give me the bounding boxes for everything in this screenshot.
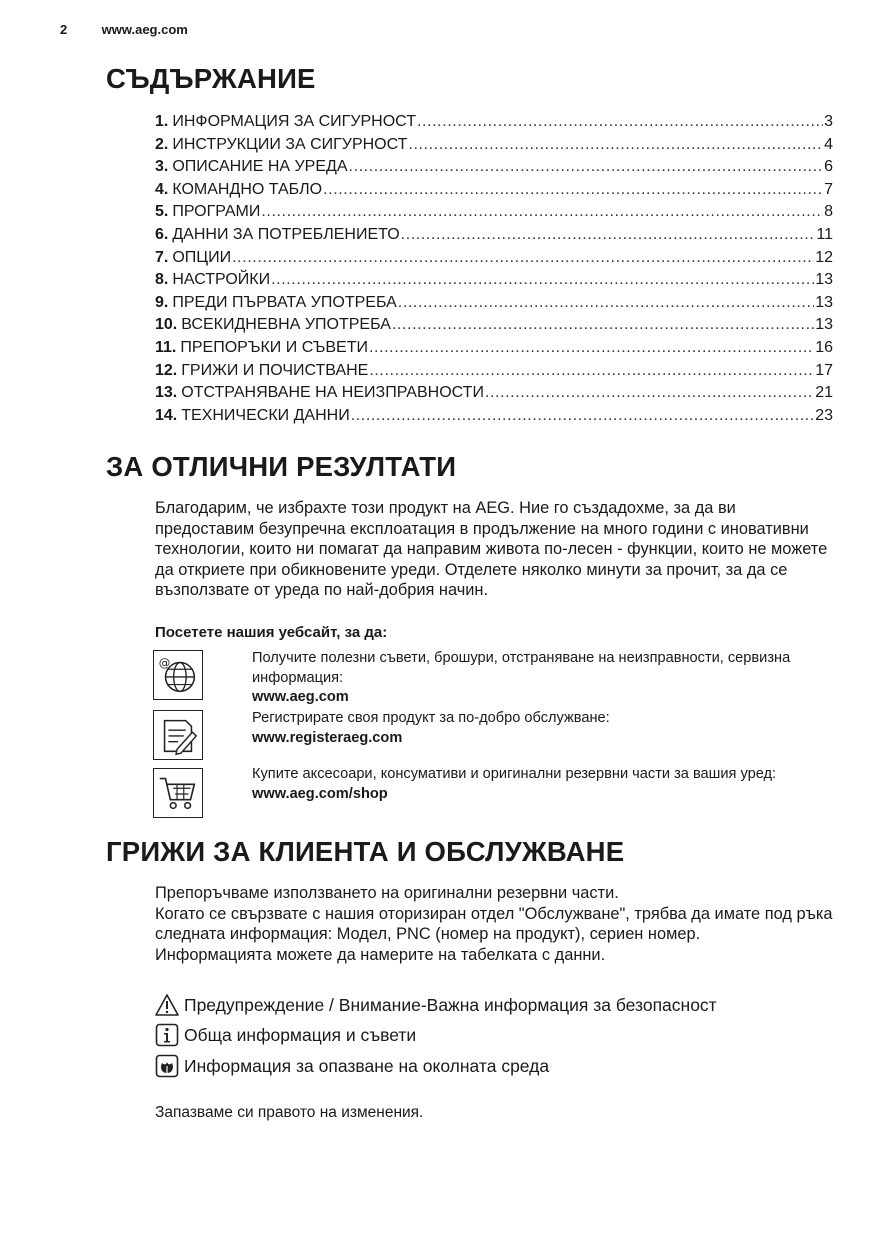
toc-item-number: 3. <box>155 158 169 176</box>
toc-item-label: КОМАНДНО ТАБЛО <box>172 180 323 198</box>
toc-item-number: 5. <box>155 203 169 221</box>
toc-item[interactable] <box>155 136 833 159</box>
svg-text:@: @ <box>158 655 171 670</box>
toc-item[interactable] <box>155 294 833 317</box>
toc-item-page: 7 <box>824 180 833 198</box>
web-item-info <box>252 649 822 708</box>
toc-item-number: 10. <box>155 316 178 334</box>
web-item-register <box>252 709 822 748</box>
warning-icon <box>155 993 179 1017</box>
toc-item[interactable] <box>155 249 833 272</box>
toc-leader-dots <box>351 407 815 425</box>
web-item-info-link[interactable]: www.aeg.com <box>252 689 349 706</box>
page-number: 2 <box>60 22 68 37</box>
toc-leader-dots <box>417 113 823 131</box>
care-line: Когато се свързвате с нашия оторизиран отдел "Обслужване", трябва да имате под ръка следната информация: Модел, PNC (номер на продукт), сериен номер. <box>155 904 833 943</box>
toc-item-label: ИНФОРМАЦИЯ ЗА СИГУРНОСТ <box>172 113 416 130</box>
register-icon <box>153 710 203 760</box>
table-of-contents <box>155 113 833 429</box>
toc-item-page: 21 <box>815 384 833 402</box>
symbol-info-text: Обща информация и съвети <box>184 1024 417 1045</box>
toc-item[interactable] <box>155 384 833 407</box>
info-icon <box>155 1023 179 1047</box>
toc-item-number: 7. <box>155 248 169 266</box>
toc-item[interactable] <box>155 113 833 136</box>
toc-leader-dots <box>369 362 814 380</box>
contents-title: СЪДЪРЖАНИЕ <box>106 63 316 94</box>
toc-item[interactable] <box>155 181 833 204</box>
toc-item-label: ГРИЖИ И ПОЧИСТВАНЕ <box>181 361 369 379</box>
cart-icon <box>153 768 203 818</box>
toc-leader-dots <box>323 181 823 199</box>
header-site-link[interactable]: www.aeg.com <box>101 22 188 37</box>
page-header <box>60 22 188 37</box>
toc-item[interactable] <box>155 158 833 181</box>
care-paragraph <box>155 883 835 965</box>
toc-item-label: ПРЕДИ ПЪРВАТА УПОТРЕБА <box>172 293 397 311</box>
toc-leader-dots <box>261 203 823 221</box>
results-paragraph: Благодарим, че избрахте този продукт на AEG. Ние го създадохме, за да ви предоставим безупречна експлоатация в продължение на много години с иновативни технологии, които ни помагат да направим живота по-лесен - функции, които не можете да откриете при обикновените уреди. Отделете няколко минути за прочит, за да се възползвате от уреда по най-добрия начин. <box>155 499 828 599</box>
symbol-environment-text: Информация за опазване на околната среда <box>184 1055 550 1076</box>
toc-item-page: 13 <box>815 271 833 289</box>
toc-item-page: 4 <box>824 135 833 153</box>
toc-item[interactable] <box>155 316 833 339</box>
toc-item-number: 2. <box>155 135 169 153</box>
toc-item[interactable] <box>155 271 833 294</box>
web-item-info-text: Получите полезни съвети, брошури, отстраняване на неизправности, сервизна информация: <box>252 650 791 686</box>
symbol-warning-text: Предупреждение / Внимание-Важна информация за безопасност <box>184 994 717 1015</box>
toc-item-number: 8. <box>155 271 169 289</box>
toc-item-page: 6 <box>824 158 833 176</box>
toc-leader-dots <box>485 384 814 402</box>
toc-leader-dots <box>398 294 814 312</box>
toc-item-label: ПРЕПОРЪКИ И СЪВЕТИ <box>180 338 368 356</box>
toc-item-label: ОПЦИИ <box>172 248 232 266</box>
toc-leader-dots <box>401 226 816 244</box>
toc-item-number: 13. <box>155 384 178 402</box>
toc-item-page: 8 <box>824 203 833 221</box>
toc-item-label: ДАННИ ЗА ПОТРЕБЛЕНИЕТО <box>172 225 400 243</box>
toc-item-page: 16 <box>815 338 833 356</box>
toc-item-page: 3 <box>824 113 833 130</box>
toc-item-page: 23 <box>815 406 833 424</box>
toc-item-page: 13 <box>815 316 833 334</box>
toc-item-label: ОПИСАНИЕ НА УРЕДА <box>172 158 348 176</box>
toc-item-label: ВСЕКИДНЕВНА УПОТРЕБА <box>181 316 391 334</box>
toc-item-label: ИНСТРУКЦИИ ЗА СИГУРНОСТ <box>172 135 408 153</box>
globe-icon <box>153 650 203 700</box>
symbol-row-environment <box>155 1054 549 1078</box>
toc-item-number: 1. <box>155 113 169 130</box>
toc-leader-dots <box>232 249 814 267</box>
toc-item-number: 6. <box>155 225 169 243</box>
toc-item-number: 12. <box>155 361 178 379</box>
toc-leader-dots <box>392 316 814 334</box>
toc-item-number: 14. <box>155 406 178 424</box>
results-title: ЗА ОТЛИЧНИ РЕЗУЛТАТИ <box>106 451 457 482</box>
toc-leader-dots <box>349 158 824 176</box>
visit-website-label: Посетете нашия уебсайт, за да: <box>155 624 388 641</box>
toc-item[interactable] <box>155 407 833 430</box>
toc-item[interactable] <box>155 226 833 249</box>
toc-item-label: НАСТРОЙКИ <box>172 271 271 289</box>
toc-item-page: 12 <box>815 248 833 266</box>
toc-item[interactable] <box>155 362 833 385</box>
care-title: ГРИЖИ ЗА КЛИЕНТА И ОБСЛУЖВАНЕ <box>106 836 625 867</box>
toc-item[interactable] <box>155 339 833 362</box>
web-item-shop <box>252 765 822 804</box>
toc-item-label: ОТСТРАНЯВАНЕ НА НЕИЗПРАВНОСТИ <box>181 384 484 402</box>
care-line: Препоръчваме използването на оригинални резервни части. <box>155 884 619 902</box>
environment-icon <box>155 1054 179 1078</box>
toc-item[interactable] <box>155 203 833 226</box>
toc-item-page: 17 <box>815 361 833 379</box>
toc-item-page: 13 <box>815 293 833 311</box>
care-line: Информацията можете да намерите на табелката с данни. <box>155 945 606 964</box>
toc-item-number: 11. <box>155 338 177 356</box>
web-item-shop-text: Купите аксесоари, консумативи и оригинални резервни части за вашия уред: <box>252 766 777 782</box>
toc-leader-dots <box>408 136 823 154</box>
web-item-register-text: Регистрирате своя продукт за по-добро обслужване: <box>252 710 610 726</box>
toc-leader-dots <box>271 271 814 289</box>
toc-leader-dots <box>369 339 814 357</box>
toc-item-page: 11 <box>816 225 833 243</box>
web-item-shop-link[interactable]: www.aeg.com/shop <box>252 785 388 802</box>
changes-note: Запазваме си правото на изменения. <box>155 1104 424 1121</box>
toc-item-label: ПРОГРАМИ <box>172 203 261 221</box>
symbol-row-warning <box>155 993 717 1017</box>
symbol-row-info <box>155 1023 416 1047</box>
web-item-register-link[interactable]: www.registeraeg.com <box>252 729 403 746</box>
toc-item-number: 4. <box>155 180 169 198</box>
toc-item-number: 9. <box>155 293 169 311</box>
toc-item-label: ТЕХНИЧЕСКИ ДАННИ <box>181 406 350 424</box>
